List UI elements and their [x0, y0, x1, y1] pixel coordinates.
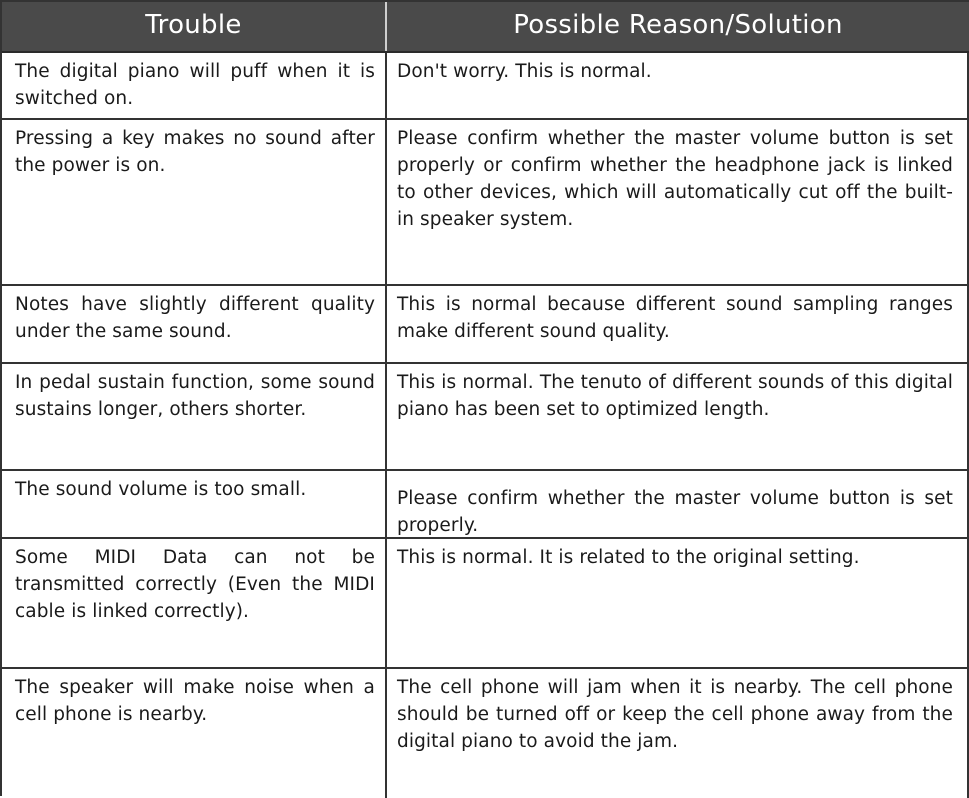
trouble-cell: Pressing a key makes no sound after the power is on. — [2, 120, 387, 284]
solution-cell: This is normal. The tenuto of different sounds of this digital piano has been set to optimized length. — [387, 364, 969, 469]
table-row — [2, 53, 969, 120]
solution-cell: This is normal. It is related to the original setting. — [387, 539, 969, 667]
table-header — [2, 2, 969, 53]
trouble-cell: The digital piano will puff when it is switched on. — [2, 53, 387, 118]
trouble-cell: The speaker will make noise when a cell phone is nearby. — [2, 669, 387, 798]
table-row — [2, 120, 969, 286]
table-row — [2, 539, 969, 669]
solution-cell: Don't worry. This is normal. — [387, 53, 969, 118]
solution-cell: Please confirm whether the master volume button is set properly. — [387, 471, 969, 537]
trouble-cell: In pedal sustain function, some sound sustains longer, others shorter. — [2, 364, 387, 469]
solution-cell: This is normal because different sound sampling ranges make different sound quality. — [387, 286, 969, 362]
header-solution: Possible Reason/Solution — [513, 10, 843, 40]
table-row — [2, 669, 969, 798]
table-row — [2, 471, 969, 539]
solution-cell: Please confirm whether the master volume button is set properly or confirm whether the headphone jack is linked to other devices, which will automatically cut off the built-in speaker system. — [387, 120, 969, 284]
table-row — [2, 364, 969, 471]
table-row — [2, 286, 969, 364]
trouble-cell: The sound volume is too small. — [2, 471, 387, 537]
trouble-cell: Notes have slightly different quality under the same sound. — [2, 286, 387, 362]
header-trouble: Trouble — [2, 2, 387, 51]
solution-cell: The cell phone will jam when it is nearby. The cell phone should be turned off or keep the cell phone away from the digital piano to avoid the jam. — [387, 669, 969, 798]
trouble-cell: Some MIDI Data can not be transmitted correctly (Even the MIDI cable is linked correctly). — [2, 539, 387, 667]
